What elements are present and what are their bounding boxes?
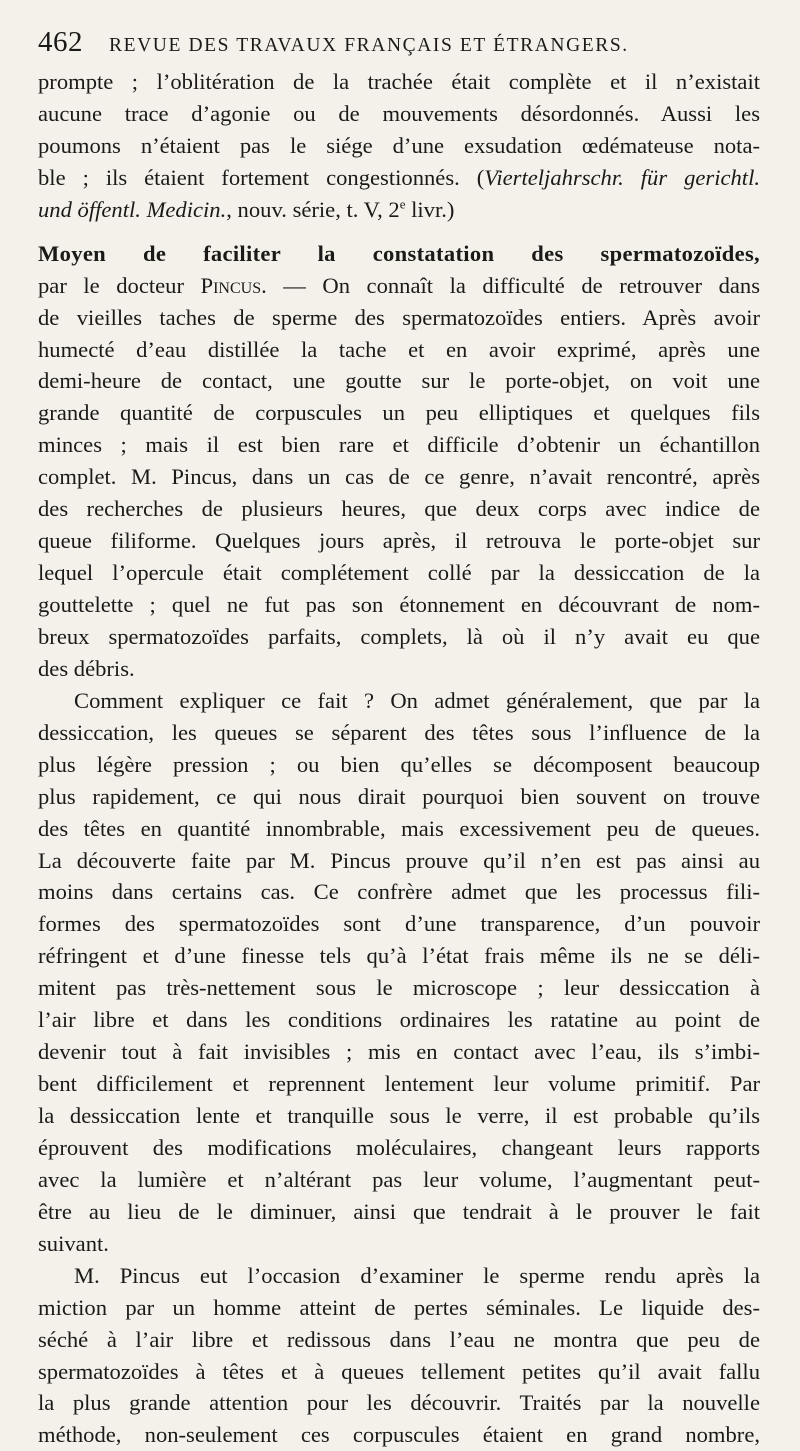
text-line: bent difficilement et reprennent lentement leur volume primitif. Par (38, 1071, 760, 1097)
text-line: breux spermatozoïdes parfaits, complets, là où il n’y avait eu que (38, 623, 760, 649)
text-segment: par le docteur (38, 272, 201, 298)
running-title: REVUE DES TRAVAUX FRANÇAIS ET ÉTRANGERS. (109, 35, 629, 56)
text-line: miction par un homme atteint de pertes séminales. Le liquide des- (38, 1294, 760, 1320)
text-line: complet. M. Pincus, dans un cas de ce genre, n’avait rencontré, après (38, 464, 760, 490)
text-line: devenir tout à fait invisibles ; mis en contact avec l’eau, ils s’imbi- (38, 1039, 760, 1065)
text-line: plus légère pression ; ou bien qu’elles se décomposent beaucoup (38, 751, 760, 777)
text-line: avec la lumière et n’altérant pas leur volume, l’augmentant peut- (38, 1166, 760, 1192)
author-name: Pincus (200, 272, 262, 298)
text-line: dessiccation, les queues se séparent des têtes sous l’influence de la (38, 719, 760, 745)
paragraph-comment (38, 685, 760, 1260)
text-line: M. Pincus eut l’occasion d’examiner le sperme rendu après la (74, 1262, 760, 1288)
text-line: de vieilles taches de sperme des spermatozoïdes entiers. Après avoir (38, 304, 760, 330)
citation-journal-cont: und öffentl. Medicin. (38, 196, 227, 222)
text-line: demi-heure de contact, une goutte sur le porte-objet, on voit une (38, 368, 760, 394)
section-gap (38, 226, 760, 238)
text-segment: ble ; ils étaient fortement congestionnés. ( (38, 164, 485, 190)
text-line: réfringent et d’une finesse tels qu’à l’état frais même ils ne se déli- (38, 943, 760, 969)
text-line (38, 194, 760, 226)
citation-journal: Vierteljahrschr. für gerichtl. (484, 164, 760, 190)
text-line: éprouvent des modifications moléculaires, changeant leurs rapports (38, 1134, 760, 1160)
text-line: méthode, non-seulement ces corpuscules étaient en grand nombre, (38, 1422, 760, 1448)
text-segment: , nouv. série, t. V, 2 (226, 196, 400, 222)
text-line (38, 162, 760, 194)
text-line: prompte ; l’oblitération de la trachée était complète et il n’existait (38, 69, 760, 94)
text-line: la plus grande attention pour les découvrir. Traités par la nouvelle (38, 1390, 760, 1416)
text-line: lequel l’opercule était complétement collé par la dessiccation de la (38, 560, 760, 586)
superscript: e (399, 196, 406, 212)
section-spermatozoides (38, 238, 760, 685)
text-line: suivant. (38, 1230, 109, 1256)
page-number: 462 (38, 26, 83, 58)
paragraph-continuation (38, 66, 760, 226)
running-head (38, 26, 760, 66)
text-line: des débris. (38, 655, 135, 681)
text-line: spermatozoïdes à têtes et à queues tellement petites qu’il avait fallu (38, 1358, 760, 1384)
text-line: gouttelette ; quel ne fut pas son étonnement en découvrant de nom- (38, 592, 760, 617)
text-segment: . — On connaît la difficulté de retrouver dans (261, 272, 760, 298)
text-line: La découverte faite par M. Pincus prouve qu’il n’en est pas ainsi au (38, 847, 760, 873)
text-line: des recherches de plusieurs heures, que deux corps avec indice de (38, 496, 760, 522)
text-line: des têtes en quantité innombrable, mais excessivement peu de queues. (38, 815, 760, 841)
text-line: formes des spermatozoïdes sont d’une transparence, d’un pouvoir (38, 911, 760, 937)
text-line: Comment expliquer ce fait ? On admet généralement, que par la (74, 687, 760, 713)
text-line: minces ; mais il est bien rare et difficile d’obtenir un échantillon (38, 432, 760, 458)
text-line: aucune trace d’agonie ou de mouvements désordonnés. Aussi les (38, 100, 760, 126)
text-line: poumons n’étaient pas le siége d’une exsudation œdémateuse nota- (38, 132, 760, 158)
text-line: moins dans certains cas. Ce confrère admet que les processus fili- (38, 879, 760, 905)
text-line: plus rapidement, ce qui nous dirait pourquoi bien souvent on trouve (38, 783, 760, 809)
text-line (38, 270, 760, 302)
text-line: grande quantité de corpuscules un peu elliptiques et quelques fils (38, 400, 760, 426)
section-title: Moyen de faciliter la constatation des spermatozoïdes, (38, 240, 760, 266)
paragraph-case (38, 1260, 760, 1451)
text-line: mitent pas très-nettement sous le microscope ; leur dessiccation à (38, 975, 760, 1001)
text-segment: livr.) (405, 196, 455, 222)
text-line: la dessiccation lente et tranquille sous le verre, il est probable qu’ils (38, 1103, 760, 1128)
text-line: séché à l’air libre et redissous dans l’eau ne montra que peu de (38, 1326, 760, 1352)
text-line: être au lieu de le diminuer, ainsi que tendrait à le prouver le fait (38, 1198, 760, 1224)
text-line: queue filiforme. Quelques jours après, il retrouva le porte-objet sur (38, 528, 760, 554)
text-line: humecté d’eau distillée la tache et en avoir exprimé, après une (38, 336, 760, 362)
text-line: l’air libre et dans les conditions ordinaires les ratatine au point de (38, 1007, 760, 1033)
